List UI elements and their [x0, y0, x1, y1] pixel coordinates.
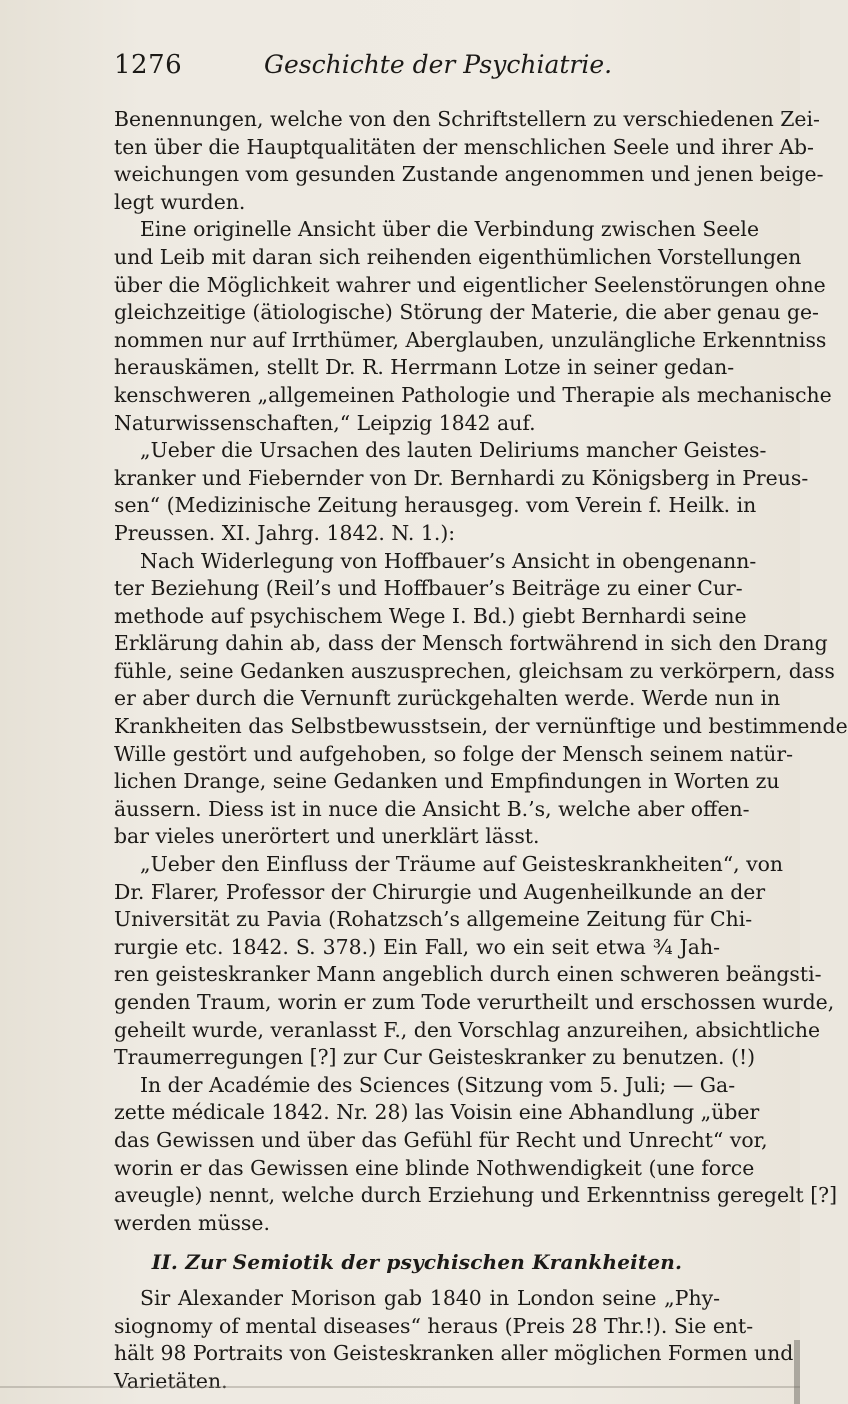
text-line: er aber durch die Vernunft zurückgehalten werde. Werde nun in — [114, 686, 781, 711]
text-line: aveugle) nennt, welche durch Erziehung und Erkenntniss geregelt [?] — [114, 1183, 838, 1208]
text-line: Wille gestört und aufgehoben, so folge der Mensch seinem natür- — [114, 741, 793, 766]
text-line: fühle, seine Gedanken auszusprechen, gleichsam zu verkörpern, dass — [114, 658, 835, 683]
text-line: herauskämen, stellt Dr. R. Herrmann Lotze in seiner gedan- — [114, 355, 735, 380]
text-line: Eine originelle Ansicht über die Verbindung zwischen Seele — [140, 217, 760, 242]
page-header — [114, 50, 714, 90]
page-number: 1276 — [114, 50, 183, 80]
text-line: ten über die Hauptqualitäten der menschlichen Seele und ihrer Ab- — [114, 134, 814, 159]
text-line: Dr. Flarer, Professor der Chirurgie und Augenheilkunde an der — [114, 879, 766, 904]
text-line: hält 98 Portraits von Geisteskranken aller möglichen Formen und — [114, 1341, 794, 1366]
text-line: Benennungen, welche von den Schriftstellern zu verschiedenen Zei- — [114, 107, 820, 131]
section-title: II. Zur Semiotik der psychischen Krankheiten. — [151, 1250, 683, 1275]
text-line: das Gewissen und über das Gefühl für Recht und Unrecht“ vor, — [114, 1127, 768, 1152]
bottom-rule — [0, 1386, 800, 1388]
text-line: geheilt wurde, veranlasst F., den Vorschlag anzureihen, absichtliche — [114, 1017, 821, 1042]
text-line: Sir Alexander Morison gab 1840 in London seine „Phy- — [140, 1285, 720, 1310]
text-line: Traumerregungen [?] zur Cur Geisteskranker zu benutzen. (!) — [114, 1045, 756, 1070]
text-line: kenschweren „allgemeinen Pathologie und Therapie als mechanische — [114, 382, 832, 407]
text-line: worin er das Gewissen eine blinde Nothwendigkeit (une force — [114, 1155, 755, 1180]
text-line: weichungen vom gesunden Zustande angenommen und jenen beige- — [114, 162, 824, 187]
text-line: gleichzeitige (ätiologische) Störung der Materie, die aber genau ge- — [114, 300, 819, 325]
text-line: bar vieles unerörtert und unerklärt lässt. — [114, 824, 540, 849]
text-line: legt wurden. — [114, 189, 246, 214]
text-line: In der Académie des Sciences (Sitzung vom 5. Juli; — Ga- — [140, 1072, 736, 1097]
text-line: genden Traum, worin er zum Tode verurtheilt und erschossen wurde, — [114, 990, 835, 1014]
text-line: ren geisteskranker Mann angeblich durch einen schweren beängsti- — [114, 962, 822, 987]
text-line: „Ueber den Einfluss der Träume auf Geisteskrankheiten“, von — [140, 852, 784, 877]
text-line: sen“ (Medizinische Zeitung herausgeg. vom Verein f. Heilk. in — [114, 493, 757, 518]
page-edge — [794, 1340, 800, 1404]
text-line: Nach Widerlegung von Hoffbauer’s Ansicht in obengenann- — [140, 548, 757, 573]
text-line: Varietäten. — [114, 1368, 228, 1393]
body-text — [114, 106, 848, 1395]
text-line: nommen nur auf Irrthümer, Aberglauben, unzulängliche Erkenntniss — [114, 327, 827, 352]
text-line: und Leib mit daran sich reihenden eigenthümlichen Vorstellungen — [114, 244, 802, 269]
text-line: siognomy of mental diseases“ heraus (Preis 28 Thr.!). Sie ent- — [114, 1313, 754, 1338]
text-line: kranker und Fiebernder von Dr. Bernhardi zu Königsberg in Preus- — [114, 465, 809, 490]
text-line: Krankheiten das Selbstbewusstsein, der vernünftige und bestimmende — [114, 714, 848, 739]
text-line: Erklärung dahin ab, dass der Mensch fortwährend in sich den Drang — [114, 631, 828, 656]
text-line: Preussen. XI. Jahrg. 1842. N. 1.): — [114, 520, 456, 545]
running-title: Geschichte der Psychiatrie. — [264, 50, 613, 79]
text-line: ter Beziehung (Reil’s und Hoffbauer’s Beiträge zu einer Cur- — [114, 576, 743, 601]
text-line: über die Möglichkeit wahrer und eigentlicher Seelenstörungen ohne — [114, 272, 826, 297]
text-line: Universität zu Pavia (Rohatzsch’s allgemeine Zeitung für Chi- — [114, 907, 753, 932]
text-line: lichen Drange, seine Gedanken und Empfindungen in Worten zu — [114, 769, 780, 794]
text-line: methode auf psychischem Wege I. Bd.) giebt Bernhardi seine — [114, 603, 747, 628]
text-line: äussern. Diess ist in nuce die Ansicht B.’s, welche aber offen- — [114, 796, 750, 821]
text-line: werden müsse. — [114, 1210, 270, 1235]
text-line: „Ueber die Ursachen des lauten Deliriums mancher Geistes- — [140, 438, 767, 463]
text-line: zette médicale 1842. Nr. 28) las Voisin eine Abhandlung „über — [114, 1100, 760, 1125]
text-line: rurgie etc. 1842. S. 378.) Ein Fall, wo ein seit etwa ¾ Jah- — [114, 934, 720, 959]
text-line: Naturwissenschaften,“ Leipzig 1842 auf. — [114, 410, 536, 435]
